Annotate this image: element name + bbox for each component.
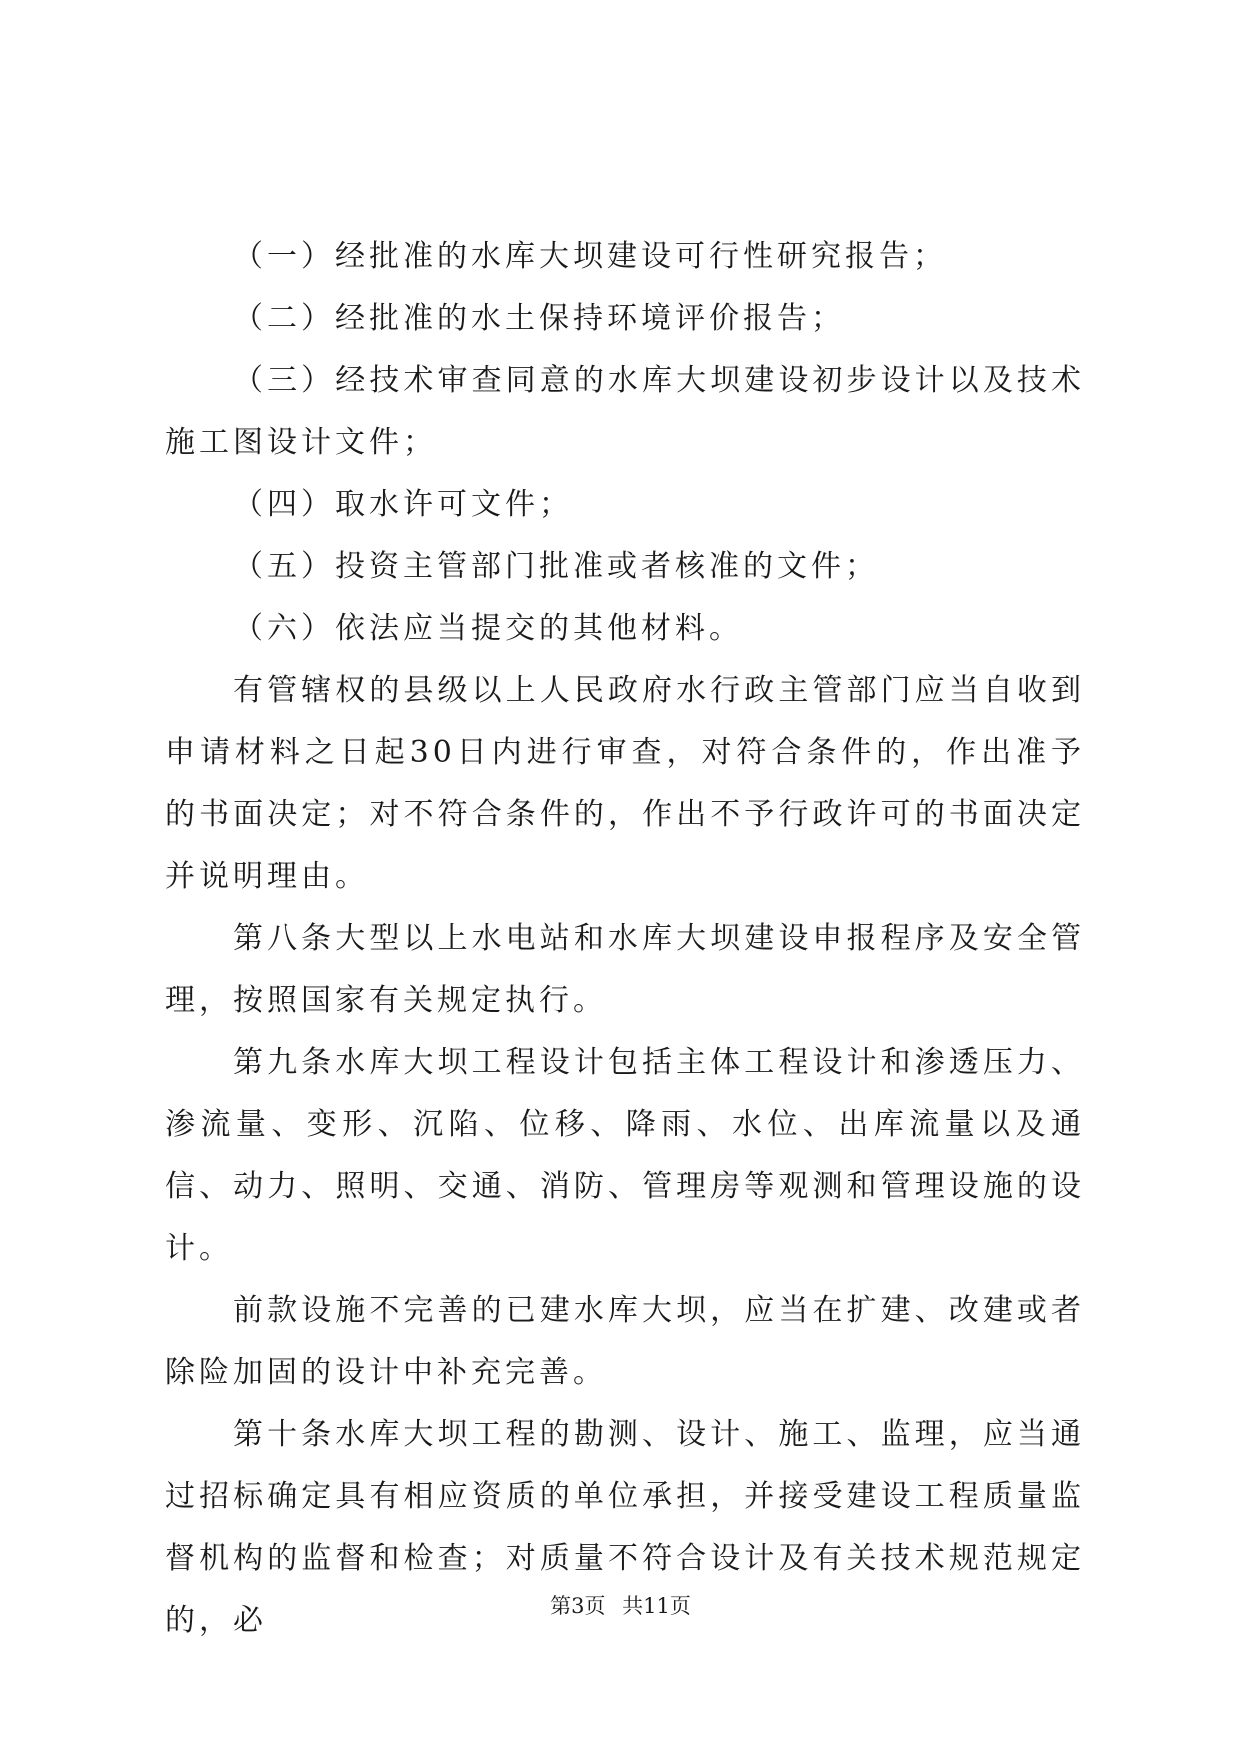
paragraph-item-4: （四）取水许可文件； <box>233 487 573 522</box>
paragraph-article-9: 第九条水库大坝工程设计包括主体工程设计和渗透压力、渗流量、变形、沉陷、位移、降雨、水位、出库流量以及通信、动力、照明、交通、消防、管理房等观测和管理设施的设计。 <box>165 1045 1085 1266</box>
paragraph-review-deadline: 有管辖权的县级以上人民政府水行政主管部门应当自收到申请材料之日起30日内进行审查，对符合条件的，作出准予的书面决定；对不符合条件的，作出不予行政许可的书面决定并说明理由。 <box>165 673 1085 894</box>
page-footer <box>0 1590 1241 1620</box>
paragraph-article-8: 第八条大型以上水电站和水库大坝建设申报程序及安全管理，按照国家有关规定执行。 <box>165 921 1085 1018</box>
paragraph-item-5: （五）投资主管部门批准或者核准的文件； <box>233 549 879 584</box>
paragraph-article-9-supplement: 前款设施不完善的已建水库大坝，应当在扩建、改建或者除险加固的设计中补充完善。 <box>165 1293 1085 1390</box>
paragraph-item-1: （一）经批准的水库大坝建设可行性研究报告； <box>233 239 947 274</box>
paragraph-item-6: （六）依法应当提交的其他材料。 <box>233 611 743 646</box>
paragraph-item-2: （二）经批准的水土保持环境评价报告； <box>233 301 845 336</box>
paragraph-item-3: （三）经技术审查同意的水库大坝建设初步设计以及技术施工图设计文件； <box>165 363 1085 460</box>
document-body <box>165 226 1085 1652</box>
page-number-total: 共11页 <box>622 1594 691 1618</box>
paragraph-article-10: 第十条水库大坝工程的勘测、设计、施工、监理，应当通过招标确定具有相应资质的单位承担，并接受建设工程质量监督机构的监督和检查；对质量不符合设计及有关技术规范规定的，必 <box>165 1417 1085 1638</box>
page-number-current: 第3页 <box>550 1594 606 1618</box>
